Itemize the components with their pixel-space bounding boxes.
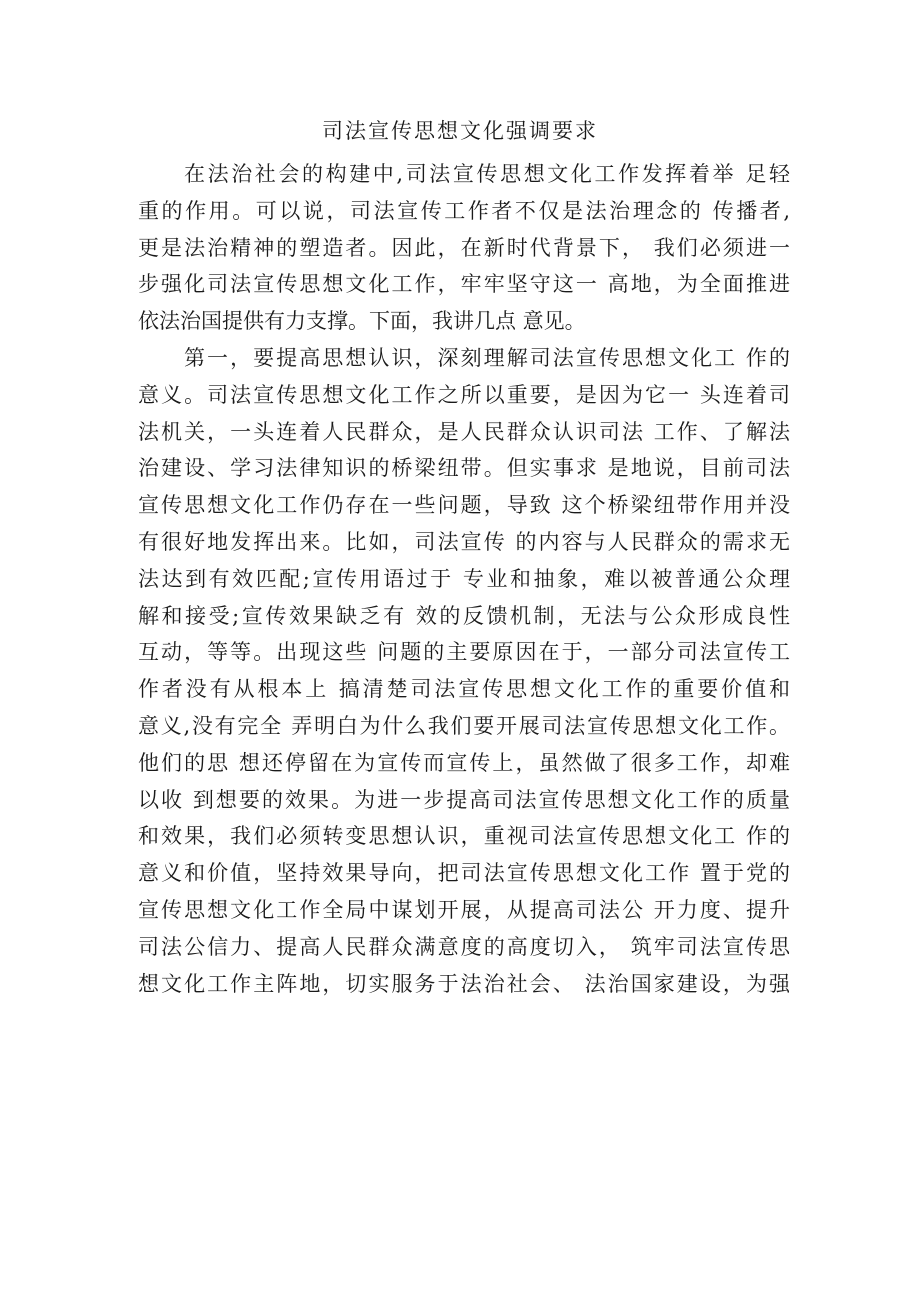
paragraph-2-line-6: 有很好地发挥出来。比如，司法宣传 的内容与人民群众的需求无 xyxy=(138,529,790,554)
paragraph-1-line-3: 更是法治精神的塑造者。因此，在新时代背景下， 我们必须进一 xyxy=(138,235,790,260)
paragraph-2-line-9: 互动，等等。出现这些 问题的主要原因在于，一部分司法宣传工 xyxy=(138,640,790,665)
paragraph-1-line-2: 重的作用。可以说，司法宣传工作者不仅是法治理念的 传播者, xyxy=(138,198,790,223)
paragraph-2-line-17: 司法公信力、提高人民群众满意度的高度切入， 筑牢司法宣传思 xyxy=(138,934,790,959)
paragraph-2-line-10: 作者没有从根本上 搞清楚司法宣传思想文化工作的重要价值和 xyxy=(138,677,790,702)
paragraph-2-line-1: 第一，要提高思想认识，深刻理解司法宣传思想文化工 作的 xyxy=(184,345,790,370)
paragraph-2-line-11: 意义,没有完全 弄明白为什么我们要开展司法宣传思想文化工作。 xyxy=(138,713,790,738)
paragraph-1-line-1: 在法治社会的构建中,司法宣传思想文化工作发挥着举 足轻 xyxy=(184,162,790,186)
paragraph-2-line-18: 想文化工作主阵地，切实服务于法治社会、 法治国家建设，为强 xyxy=(138,971,790,996)
paragraph-2-line-16: 宣传思想文化工作全局中谋划开展，从提高司法公 开力度、提升 xyxy=(138,897,790,922)
paragraph-2-line-14: 和效果，我们必须转变思想认识，重视司法宣传思想文化工 作的 xyxy=(138,824,790,849)
paragraph-2-line-15: 意义和价值，坚持效果导向，把司法宣传思想文化工作 置于党的 xyxy=(138,861,790,886)
document-body xyxy=(138,156,790,1002)
paragraph-2-line-13: 以收 到想要的效果。为进一步提高司法宣传思想文化工作的质量 xyxy=(138,787,790,812)
document-title: 司法宣传思想文化强调要求 xyxy=(322,119,598,143)
paragraph-2-line-7: 法达到有效匹配;宣传用语过于 专业和抽象，难以被普通公众理 xyxy=(138,566,790,591)
paragraph-1-line-5: 依法治国提供有力支撑。下面，我讲几点 意见。 xyxy=(138,309,586,334)
paragraph-2-line-3: 法机关，一头连着人民群众，是人民群众认识司法 工作、了解法 xyxy=(138,419,790,444)
paragraph-2-line-5: 宣传思想文化工作仍存在一些问题，导致 这个桥梁纽带作用并没 xyxy=(138,493,790,518)
paragraph-2-line-2: 意义。司法宣传思想文化工作之所以重要，是因为它一 头连着司 xyxy=(138,382,790,407)
paragraph-2-line-8: 解和接受;宣传效果缺乏有 效的反馈机制，无法与公众形成良性 xyxy=(138,603,790,628)
paragraph-2-line-4: 治建设、学习法律知识的桥梁纽带。但实事求 是地说，目前司法 xyxy=(138,456,790,481)
paragraph-2-line-12: 他们的思 想还停留在为宣传而宣传上，虽然做了很多工作，却难 xyxy=(138,750,790,775)
paragraph-1-line-4: 步强化司法宣传思想文化工作，牢牢坚守这一 高地，为全面推进 xyxy=(138,272,790,297)
